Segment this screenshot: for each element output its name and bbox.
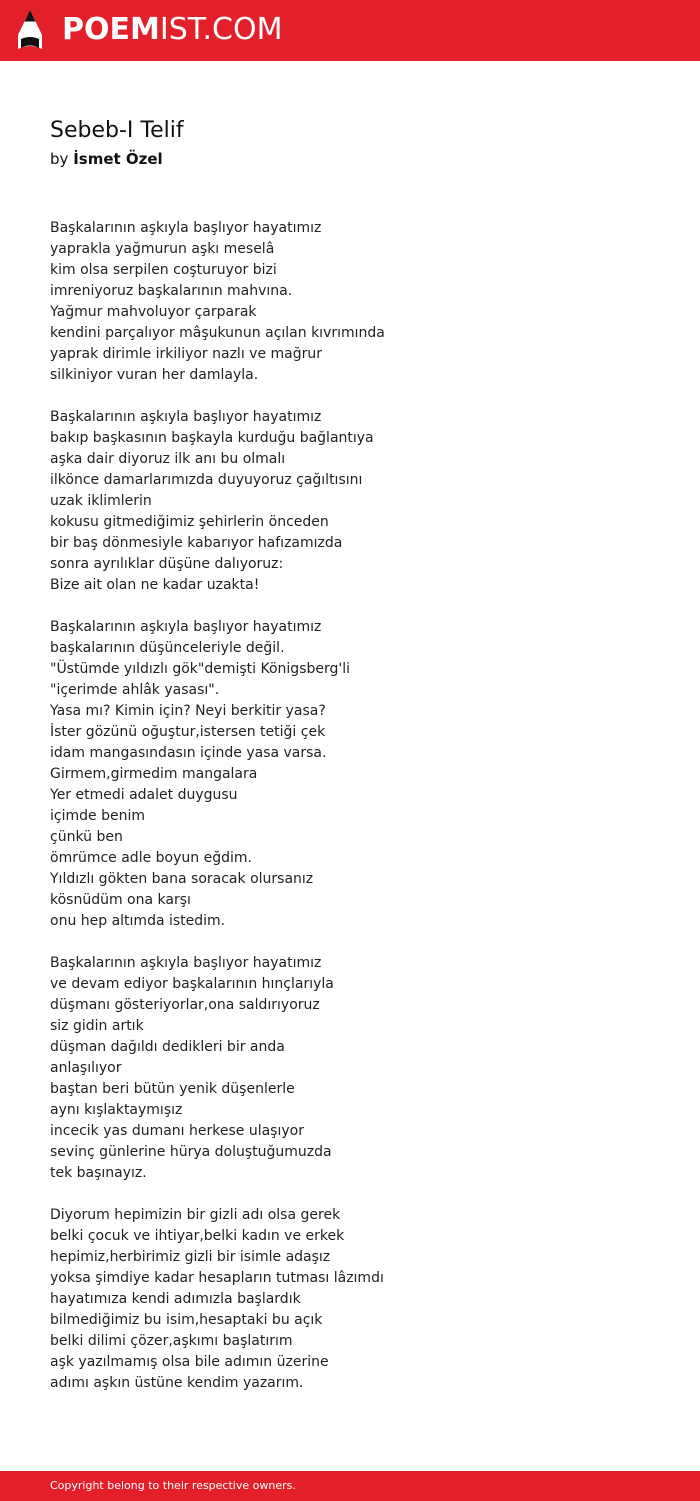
- poem-line: bilmediğimiz bu isim,hesaptaki bu açık: [50, 1312, 323, 1328]
- poem-line: silkiniyor vuran her damlayla.: [50, 367, 259, 383]
- pencil-icon[interactable]: [16, 9, 44, 51]
- poem-line: Başkalarının aşkıyla başlıyor hayatımız: [50, 619, 322, 635]
- poem-line: ve devam ediyor başkalarının hınçlarıyla: [50, 976, 334, 992]
- stanza: [50, 1205, 650, 1394]
- poem-line: tek başınayız.: [50, 1165, 147, 1181]
- poem-line: kendini parçalıyor mâşukunun açılan kıvrımında: [50, 325, 385, 341]
- brand-light: IST.COM: [159, 12, 283, 47]
- poem-line: sonra ayrılıklar düşüne dalıyoruz:: [50, 556, 284, 572]
- stanza: [50, 218, 650, 386]
- author-name[interactable]: İsmet Özel: [73, 150, 163, 168]
- poem-line: kösnüdüm ona karşı: [50, 892, 191, 908]
- poem-line: yoksa şimdiye kadar hesapların tutması lâzımdı: [50, 1270, 384, 1286]
- poem-line: aynı kışlaktaymışız: [50, 1102, 183, 1118]
- poem-line: baştan beri bütün yenik düşenlerle: [50, 1081, 295, 1097]
- copyright-text: Copyright belong to their respective owners.: [50, 1479, 296, 1492]
- poem-line: Yıldızlı gökten bana soracak olursanız: [50, 871, 314, 887]
- poem-title: Sebeb-I Telif: [50, 118, 184, 143]
- poem-line: kim olsa serpilen coşturuyor bizi: [50, 262, 277, 278]
- poem-line: Başkalarının aşkıyla başlıyor hayatımız: [50, 220, 322, 236]
- poem-line: aşk yazılmamış olsa bile adımın üzerine: [50, 1354, 329, 1370]
- site-header: [0, 0, 700, 61]
- poem-line: Yağmur mahvoluyor çarparak: [50, 304, 257, 320]
- site-footer: [0, 1471, 700, 1501]
- poem-line: Başkalarının aşkıyla başlıyor hayatımız: [50, 955, 322, 971]
- poem-line: düşmanı gösteriyorlar,ona saldırıyoruz: [50, 997, 320, 1013]
- poem-line: yaprakla yağmurun aşkı meselâ: [50, 241, 275, 257]
- poem-line: Yasa mı? Kimin için? Neyi berkitir yasa?: [50, 703, 326, 719]
- poem-line: Diyorum hepimizin bir gizli adı olsa gerek: [50, 1207, 341, 1223]
- site-logo[interactable]: [62, 12, 282, 48]
- poem-line: Başkalarının aşkıyla başlıyor hayatımız: [50, 409, 322, 425]
- poem-line: hayatımıza kendi adımızla başlardık: [50, 1291, 301, 1307]
- poem-line: incecik yas dumanı herkese ulaşıyor: [50, 1123, 304, 1139]
- poem-line: idam mangasındasın içinde yasa varsa.: [50, 745, 327, 761]
- poem-body: [50, 218, 650, 1415]
- poem-line: belki çocuk ve ihtiyar,belki kadın ve erkek: [50, 1228, 345, 1244]
- poem-line: "içerimde ahlâk yasası".: [50, 682, 220, 698]
- poem-line: çünkü ben: [50, 829, 123, 845]
- poem-line: imreniyoruz başkalarının mahvına.: [50, 283, 293, 299]
- stanza: [50, 953, 650, 1184]
- poem-line: ilkönce damarlarımızda duyuyoruz çağıltısını: [50, 472, 363, 488]
- poem-line: Bize ait olan ne kadar uzakta!: [50, 577, 260, 593]
- stanza: [50, 617, 650, 932]
- stanza: [50, 407, 650, 596]
- poem-line: yaprak dirimle irkiliyor nazlı ve mağrur: [50, 346, 323, 362]
- poem-line: Yer etmedi adalet duygusu: [50, 787, 238, 803]
- poem-line: bir baş dönmesiyle kabarıyor hafızamızda: [50, 535, 343, 551]
- poem-line: "Üstümde yıldızlı gök"demişti Königsberg'li: [50, 661, 351, 677]
- poem-line: içimde benim: [50, 808, 145, 824]
- poem-line: ömrümce adle boyun eğdim.: [50, 850, 252, 866]
- poem-line: adımı aşkın üstüne kendim yazarım.: [50, 1375, 304, 1391]
- byline-by: by: [50, 150, 69, 168]
- poem-line: onu hep altımda istedim.: [50, 913, 226, 929]
- poem-line: İster gözünü oğuştur,istersen tetiği çek: [50, 724, 326, 740]
- poem-line: bakıp başkasının başkayla kurduğu bağlantıya: [50, 430, 374, 446]
- poem-line: anlaşılıyor: [50, 1060, 122, 1076]
- brand-bold: POEM: [62, 12, 160, 47]
- poem-line: başkalarının düşünceleriyle değil.: [50, 640, 285, 656]
- poem-line: aşka dair diyoruz ilk anı bu olmalı: [50, 451, 286, 467]
- poem-line: düşman dağıldı dedikleri bir anda: [50, 1039, 285, 1055]
- poem-line: uzak iklimlerin: [50, 493, 152, 509]
- poem-line: belki dilimi çözer,aşkımı başlatırım: [50, 1333, 293, 1349]
- poem-line: siz gidin artık: [50, 1018, 144, 1034]
- poem-line: kokusu gitmediğimiz şehirlerin önceden: [50, 514, 329, 530]
- poem-line: hepimiz,herbirimiz gizli bir isimle adaşız: [50, 1249, 331, 1265]
- poem-line: sevinç günlerine hürya doluştuğumuzda: [50, 1144, 332, 1160]
- byline: [50, 148, 163, 170]
- poem-line: Girmem,girmedim mangalara: [50, 766, 258, 782]
